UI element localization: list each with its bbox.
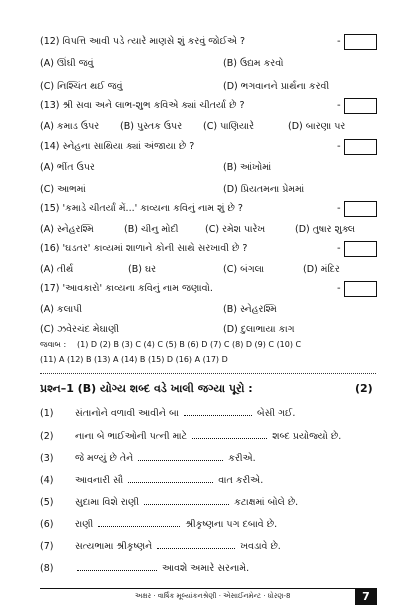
fill-before: સંતાનોને વળાવી આવીને બા	[75, 408, 179, 419]
fill-after: આવશે અમારે સરનામે.	[162, 563, 250, 574]
fill-number: (1)	[40, 408, 54, 419]
fill-number: (7)	[40, 541, 54, 552]
fill-after: શબ્દ પ્રયોજ્યો છે.	[272, 431, 342, 442]
blank-line[interactable]	[157, 547, 235, 549]
answer-dash: -	[337, 243, 341, 254]
question-text: (16) 'ઘડતર' કાવ્યમાં શાળાને કોની સાથે સરખાવી છે ?	[40, 243, 248, 254]
question-text: (13) શ્રી સવા અને લાભ-શુભ કવિએ ક્યાં ચીતર્યા છે ?	[40, 100, 245, 111]
option-a: (A) કમાડ ઉપર	[40, 121, 100, 132]
blank-line[interactable]	[144, 503, 229, 505]
section-title: પ્રશ્ન–1 (B) યોગ્ય શબ્દ વડે ખાલી જગ્યા પૂરો :	[40, 382, 253, 395]
blank-line[interactable]	[128, 481, 213, 483]
fill-number: (4)	[40, 475, 54, 486]
answer-dash: -	[337, 36, 341, 47]
fill-after: કટાક્ષમાં બોલે છે.	[234, 497, 299, 508]
answer-box[interactable]	[344, 201, 377, 217]
option-c: (C) રમેશ પારેખ	[205, 224, 266, 235]
fill-after: ખવડાવે છે.	[240, 541, 281, 552]
question-text: (15) 'કમાડે ચીતર્યાં મેં...' કાવ્યના કવિનું નામ શું છે ?	[40, 203, 243, 214]
option-d: (D) બારણા પર	[288, 121, 346, 132]
option-d: (D) ભગવાનને પ્રાર્થના કરવી	[223, 81, 330, 92]
option-b: (B) સ્નેહરશ્મિ	[223, 304, 277, 315]
fill-item-1	[75, 408, 295, 419]
fill-before: સત્યભામા શ્રીકૃષ્ણને	[75, 541, 153, 552]
fill-item-8	[75, 563, 249, 574]
option-a: (A) ભીંત ઉપર	[40, 162, 95, 173]
option-b: (B) આંખોમાં	[223, 162, 272, 173]
question-text: (12) વિપત્તિ આવી પડે ત્યારે માણસે શું કરવું જોઈએ ?	[40, 36, 246, 47]
fill-after: બેસી ગઈ.	[257, 408, 296, 419]
fill-after: વાત કરીએ.	[218, 475, 264, 486]
fill-before: જે મળ્યું છે તેને	[75, 453, 134, 464]
blank-line[interactable]	[138, 459, 223, 461]
blank-line[interactable]	[184, 414, 252, 416]
fill-item-5	[75, 497, 298, 508]
answer-box[interactable]	[344, 98, 377, 114]
answer-key-label: જવાબ :	[40, 340, 67, 349]
option-a: (A) તીર્થ	[40, 264, 74, 275]
option-d: (D) પ્રિયતમના પ્રેમમાં	[223, 184, 305, 195]
answer-box[interactable]	[344, 139, 377, 155]
option-b: (B) ચીનુ મોદી	[124, 224, 179, 235]
fill-item-3	[75, 453, 256, 464]
option-d: (D) દુલાભાયા કાગ	[223, 324, 295, 335]
option-b: (B) પુસ્તક ઉપર	[120, 121, 183, 132]
fill-number: (3)	[40, 453, 54, 464]
option-b: (B) ઘર	[128, 264, 157, 275]
option-b: (B) ઉદ્યમ કરવો	[223, 58, 284, 69]
question-text: (17) 'આવકારો' કાવ્યના કવિનું નામ જણાવો.	[40, 283, 213, 294]
answer-key-line-1: (1) D (2) B (3) C (4) C (5) B (6) D (7) C (8) D (9) C (10) C	[77, 340, 302, 349]
option-c: (C) નિશ્ચિંત થઈ જવું	[40, 81, 123, 92]
blank-line[interactable]	[77, 569, 157, 571]
fill-before: આવનારી સૌ	[75, 475, 124, 486]
option-d: (D) મંદિર	[303, 264, 340, 275]
answer-box[interactable]	[344, 34, 377, 50]
footer-text: અક્ષર · વાર્ષિક મૂલ્યાંકનશ્રેણી · એસાઈનમેન્ટ · ધોરણ-8	[135, 592, 291, 600]
option-c: (C) ઝવેરચંદ મેઘાણી	[40, 324, 120, 335]
fill-before: રાણી	[75, 519, 94, 530]
fill-number: (2)	[40, 431, 54, 442]
option-c: (C) પાણિયારે	[203, 121, 255, 132]
fill-after: કરીએ.	[228, 453, 256, 464]
page-number: 7	[355, 589, 377, 605]
fill-item-2	[75, 431, 341, 442]
fill-item-6	[75, 519, 277, 530]
fill-after: શ્રીકૃષ્ણના પગ દબાવે છે.	[185, 519, 278, 530]
answer-dash: -	[337, 141, 341, 152]
section-marks: (2)	[355, 382, 373, 395]
section-divider	[40, 373, 376, 374]
fill-number: (5)	[40, 497, 54, 508]
fill-before: નાના બે ભાઈઓની પત્ની માટે	[75, 431, 188, 442]
answer-dash: -	[337, 100, 341, 111]
option-c: (C) આભમાં	[40, 184, 86, 195]
option-a: (A) સ્નેહરશ્મિ	[40, 224, 94, 235]
fill-item-4	[75, 475, 263, 486]
question-text: (14) સ્નેહના સાથિયા ક્યાં અંજાયા છે ?	[40, 141, 195, 152]
option-a: (A) કલાપી	[40, 304, 83, 315]
answer-box[interactable]	[344, 241, 377, 257]
fill-item-7	[75, 541, 281, 552]
answer-key-line-2: (11) A (12) B (13) A (14) B (15) D (16) A (17) D	[40, 355, 228, 364]
blank-line[interactable]	[98, 525, 180, 527]
option-d: (D) તુષાર શુક્લ	[295, 224, 356, 235]
option-c: (C) બંગલા	[223, 264, 265, 275]
option-a: (A) ઊંઘી જવું	[40, 58, 94, 69]
fill-number: (8)	[40, 563, 54, 574]
answer-dash: -	[337, 203, 341, 214]
answer-dash: -	[337, 283, 341, 294]
fill-number: (6)	[40, 519, 54, 530]
fill-before: સુદામા વિશે રાણી	[75, 497, 140, 508]
answer-box[interactable]	[344, 281, 377, 297]
blank-line[interactable]	[192, 437, 267, 439]
page-footer	[40, 588, 377, 605]
